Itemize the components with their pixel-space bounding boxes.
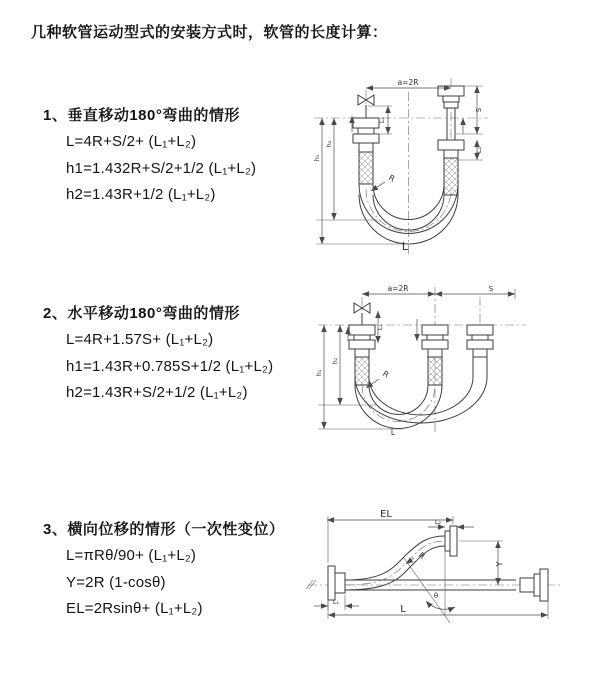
hose-fitting [353, 118, 379, 128]
dim-label-l: L [400, 604, 406, 615]
braided-hose-section [428, 357, 442, 385]
diagram-horizontal-180-bend [278, 281, 578, 441]
dim-label-a2r: a=2R [387, 284, 409, 293]
dim-label-s: S [488, 285, 494, 293]
dim-label-s: S [475, 107, 483, 113]
section-1-heading: 1、垂直移动180°弯曲的情形 [43, 107, 240, 124]
dim-label-h1: h₁ [313, 154, 321, 162]
hose-fitting [349, 325, 375, 335]
dim-label-y: Y [495, 561, 504, 567]
formula-line: L=4R+S/2+ (L₁+L₂) [66, 133, 197, 150]
centerline-mark [306, 580, 316, 589]
section-2-heading: 2、水平移动180°弯曲的情形 [43, 305, 240, 322]
section-3-heading: 3、横向位移的情形（一次性变位） [43, 521, 285, 538]
diagram-vertical-180-bend [278, 74, 566, 258]
dim-label-a2r: a=2R [397, 78, 419, 87]
flange [445, 531, 450, 551]
formula-line: Y=2R (1-cosθ) [66, 573, 166, 591]
section-2-formulas [66, 327, 273, 407]
hose-fitting [467, 325, 493, 335]
section-3-formulas [66, 543, 203, 623]
dim-label-h2: h₂ [325, 140, 333, 148]
dim-label-h2: h₂ [331, 357, 339, 365]
dim-label-h1: h₁ [315, 369, 323, 377]
dim-label-l: L [401, 240, 409, 253]
braided-hose-section [444, 158, 458, 195]
formula-line: h2=1.43R+S/2+1/2 (L₁+L₂) [66, 384, 248, 401]
hose-fitting [438, 86, 464, 96]
braided-hose-section [355, 357, 369, 385]
dim-label-r: R [386, 173, 397, 184]
diagram-lateral-displacement [298, 503, 583, 643]
formula-line: L=4R+1.57S+ (L₁+L₂) [66, 331, 214, 348]
dim-label-el: EL [380, 509, 392, 520]
formula-line: h1=1.43R+0.785S+1/2 (L₁+L₂) [66, 357, 274, 375]
flange [328, 566, 335, 600]
dim-label-l1: L₁ [332, 598, 340, 606]
formula-line: EL=2Rsinθ+ (L₁+L₂) [66, 600, 203, 617]
formula-line: L=πRθ/90+ (L₁+L₂) [66, 547, 197, 564]
dim-label-l1: L₁ [376, 323, 384, 331]
dim-label-r: R [380, 369, 391, 380]
dim-label-l1: L₁ [378, 116, 386, 124]
dim-label-l: L [390, 428, 396, 437]
flange [520, 578, 534, 592]
dim-label-l2: L₂ [475, 146, 483, 154]
section-1-formulas [66, 129, 256, 209]
formula-line: h1=1.432R+S/2+1/2 (L₁+L₂) [66, 159, 257, 177]
formula-line: h2=1.43R+1/2 (L₁+L₂) [66, 186, 216, 203]
hose-fitting [422, 325, 448, 335]
braided-hose-section [359, 152, 373, 184]
angle-label-theta: θ [433, 592, 439, 600]
dim-label-l2: L₂ [434, 518, 442, 526]
page-title: 几种软管运动型式的安装方式时，软管的长度计算： [31, 24, 388, 41]
dim-label-r: R [416, 550, 427, 562]
